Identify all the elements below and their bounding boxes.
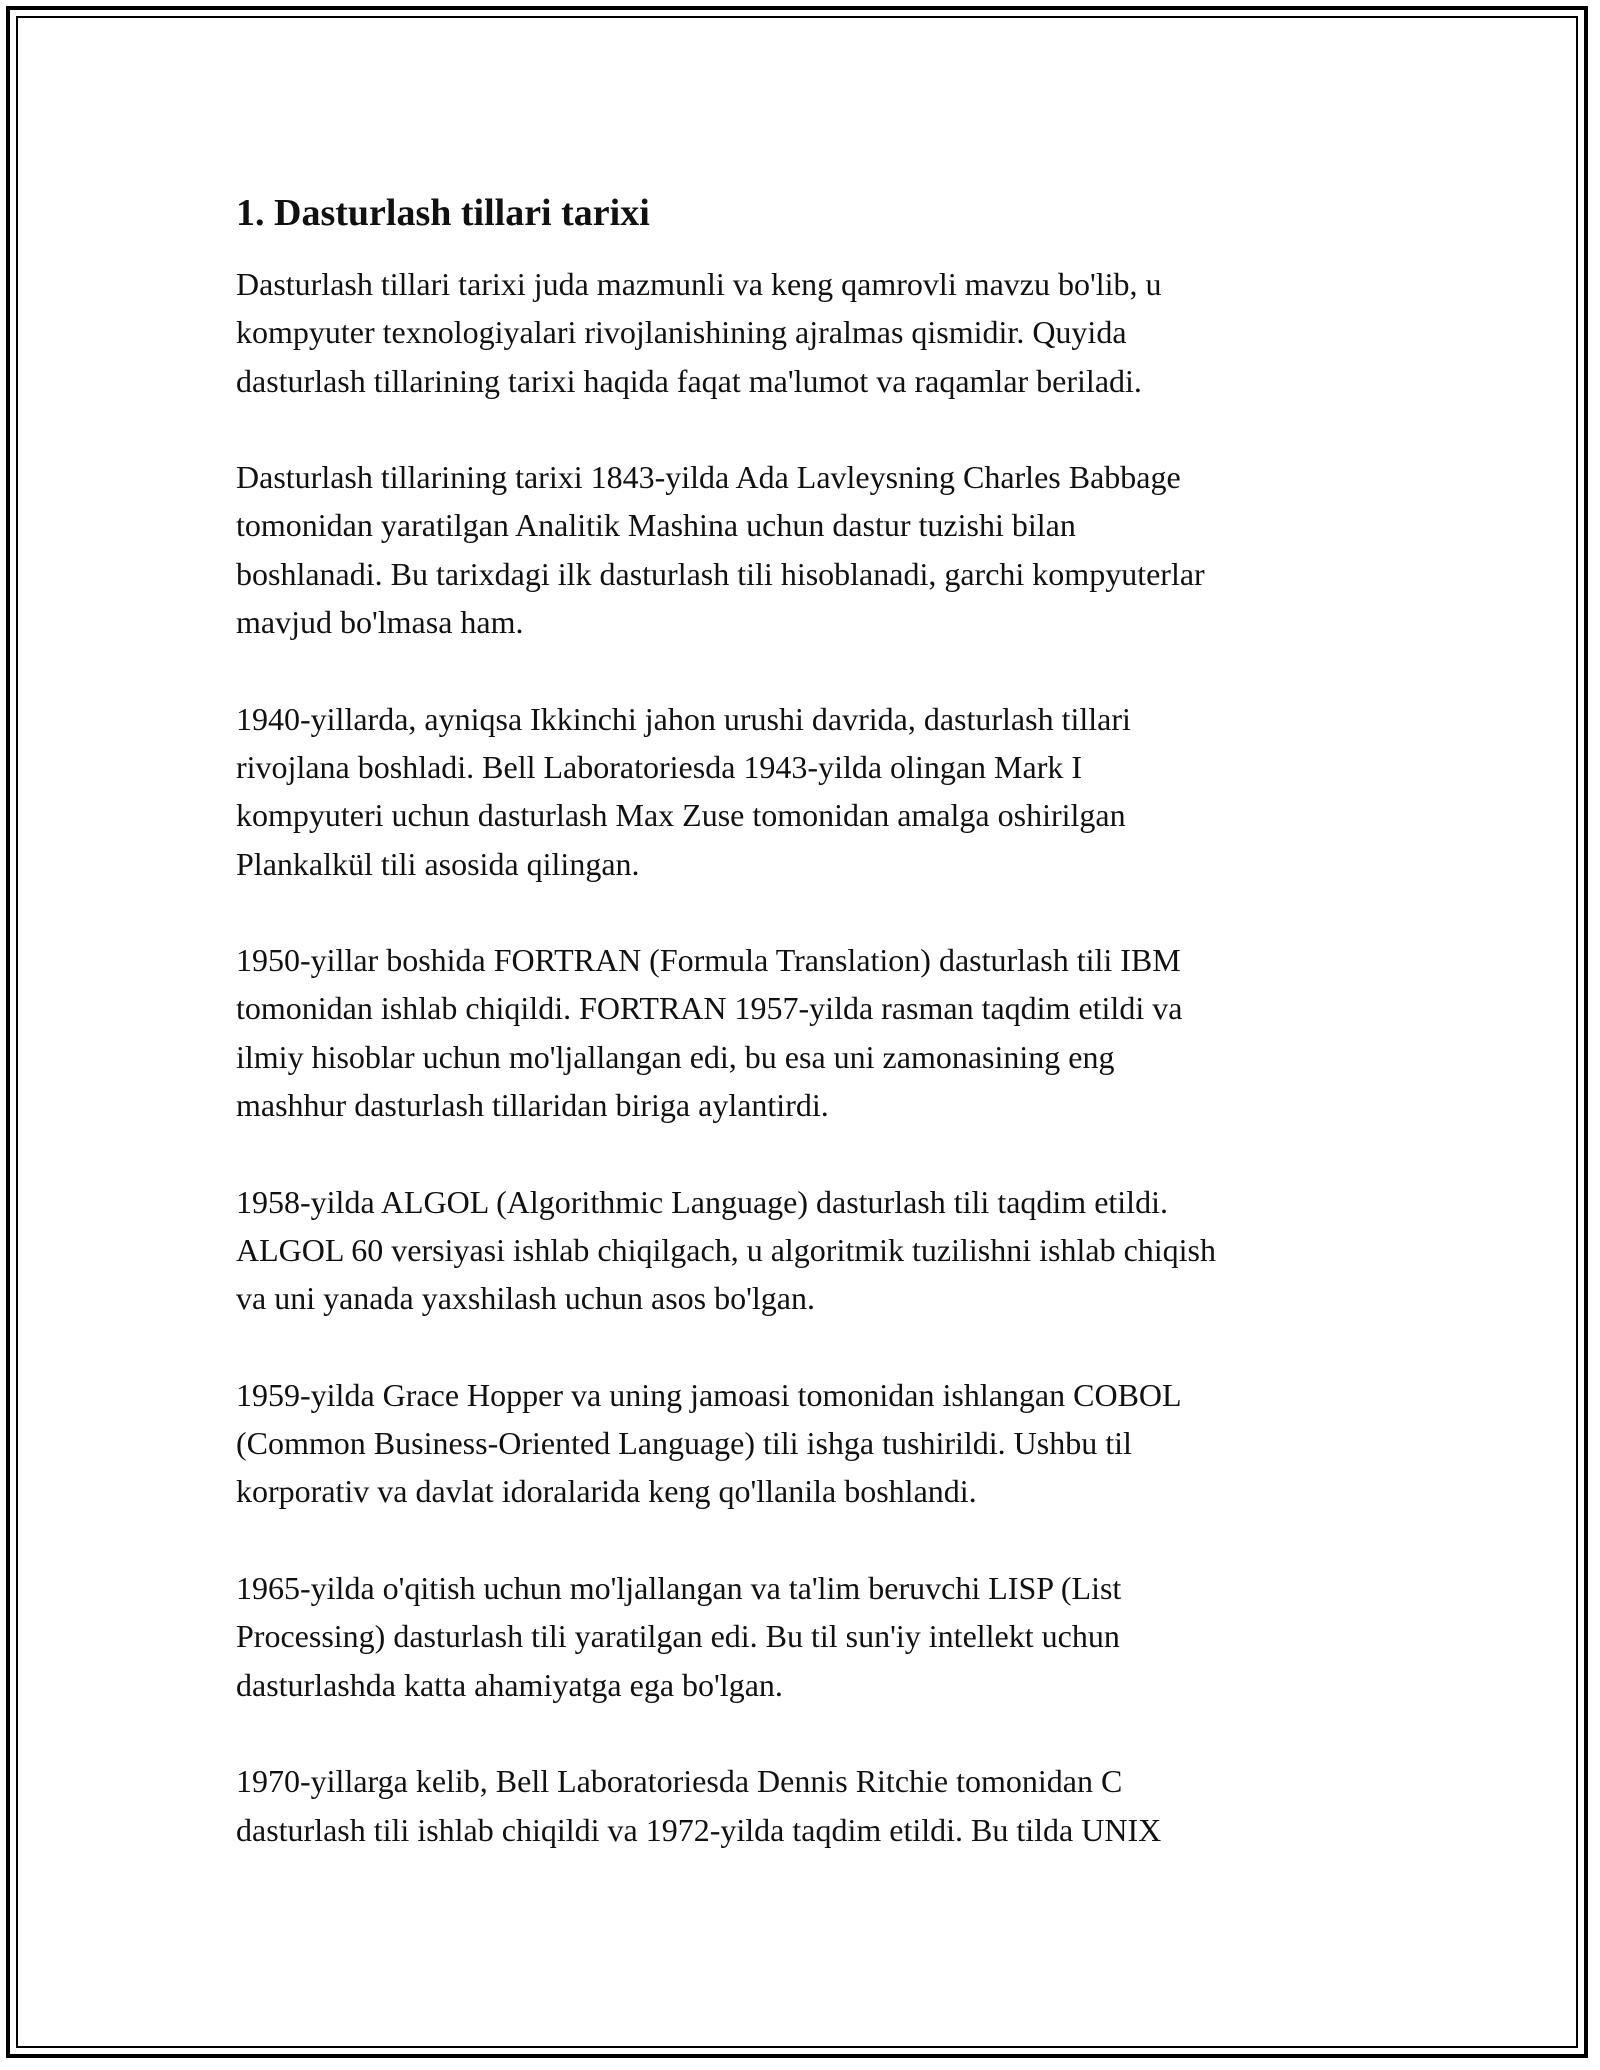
paragraph-line: 1965-yilda o'qitish uchun mo'ljallangan va ta'lim beruvchi LISP (List: [236, 1570, 1122, 1607]
paragraph-line: ilmiy hisoblar uchun mo'ljallangan edi, bu esa uni zamonasining eng: [236, 1038, 1115, 1075]
paragraph-intro: [236, 260, 1376, 405]
paragraph-line: mavjud bo'lmasa ham.: [236, 604, 524, 641]
paragraph-line: va uni yanada yaxshilash uchun asos bo'lgan.: [236, 1280, 815, 1317]
paragraph-fortran: [236, 936, 1376, 1129]
paragraph-line: (Common Business-Oriented Language) tili ishga tushirildi. Ushbu til: [236, 1425, 1132, 1462]
paragraph-line: boshlanadi. Bu tarixdagi ilk dasturlash tili hisoblanadi, garchi kompyuterlar: [236, 555, 1205, 592]
paragraph-line: rivojlana boshladi. Bell Laboratoriesda 1943-yilda olingan Mark I: [236, 748, 1082, 785]
paragraph-line: dasturlash tili ishlab chiqildi va 1972-yilda taqdim etildi. Bu tilda UNIX: [236, 1811, 1162, 1848]
section-heading: 1. Dasturlash tillari tarixi: [236, 192, 650, 234]
paragraph-line: mashhur dasturlash tillaridan biriga aylantirdi.: [236, 1087, 829, 1124]
paragraph-line: Dasturlash tillarining tarixi 1843-yilda Ada Lavleysning Charles Babbage: [236, 459, 1181, 496]
paragraph-line: tomonidan ishlab chiqildi. FORTRAN 1957-yilda rasman taqdim etildi va: [236, 990, 1183, 1027]
document-body: [236, 188, 1376, 1854]
paragraph-line: 1940-yillarda, ayniqsa Ikkinchi jahon urushi davrida, dasturlash tillari: [236, 700, 1131, 737]
paragraph-lisp: [236, 1564, 1376, 1709]
paragraph-line: 1970-yillarga kelib, Bell Laboratoriesda Dennis Ritchie tomonidan C: [236, 1763, 1123, 1800]
paragraph-line: dasturlashda katta ahamiyatga ega bo'lgan.: [236, 1666, 783, 1703]
paragraph-algol: [236, 1178, 1376, 1323]
paragraph-cobol: [236, 1371, 1376, 1516]
paragraph-line: 1959-yilda Grace Hopper va uning jamoasi tomonidan ishlangan COBOL: [236, 1376, 1182, 1413]
paragraph-line: Processing) dasturlash tili yaratilgan edi. Bu til sun'iy intellekt uchun: [236, 1618, 1120, 1655]
paragraph-line: Plankalkül tili asosida qilingan.: [236, 845, 640, 882]
paragraph-c-language: [236, 1757, 1376, 1854]
paragraph-line: Dasturlash tillari tarixi juda mazmunli va keng qamrovli mavzu bo'lib, u: [236, 266, 1162, 302]
paragraph-line: tomonidan yaratilgan Analitik Mashina uchun dastur tuzishi bilan: [236, 507, 1076, 544]
paragraph-line: dasturlash tillarining tarixi haqida faqat ma'lumot va raqamlar beriladi.: [236, 362, 1142, 399]
paragraph-line: korporativ va davlat idoralarida keng qo'llanila boshlandi.: [236, 1473, 977, 1510]
paragraph-line: ALGOL 60 versiyasi ishlab chiqilgach, u algoritmik tuzilishni ishlab chiqish: [236, 1231, 1216, 1268]
paragraph-1843: [236, 453, 1376, 646]
paragraph-line: kompyuter texnologiyalari rivojlanishining ajralmas qismidir. Quyida: [236, 314, 1127, 351]
paragraph-line: kompyuteri uchun dasturlash Max Zuse tomonidan amalga oshirilgan: [236, 797, 1126, 834]
paragraph-line: 1958-yilda ALGOL (Algorithmic Language) dasturlash tili taqdim etildi.: [236, 1183, 1168, 1220]
paragraph-1940s: [236, 695, 1376, 888]
paragraph-line: 1950-yillar boshida FORTRAN (Formula Translation) dasturlash tili IBM: [236, 942, 1181, 979]
